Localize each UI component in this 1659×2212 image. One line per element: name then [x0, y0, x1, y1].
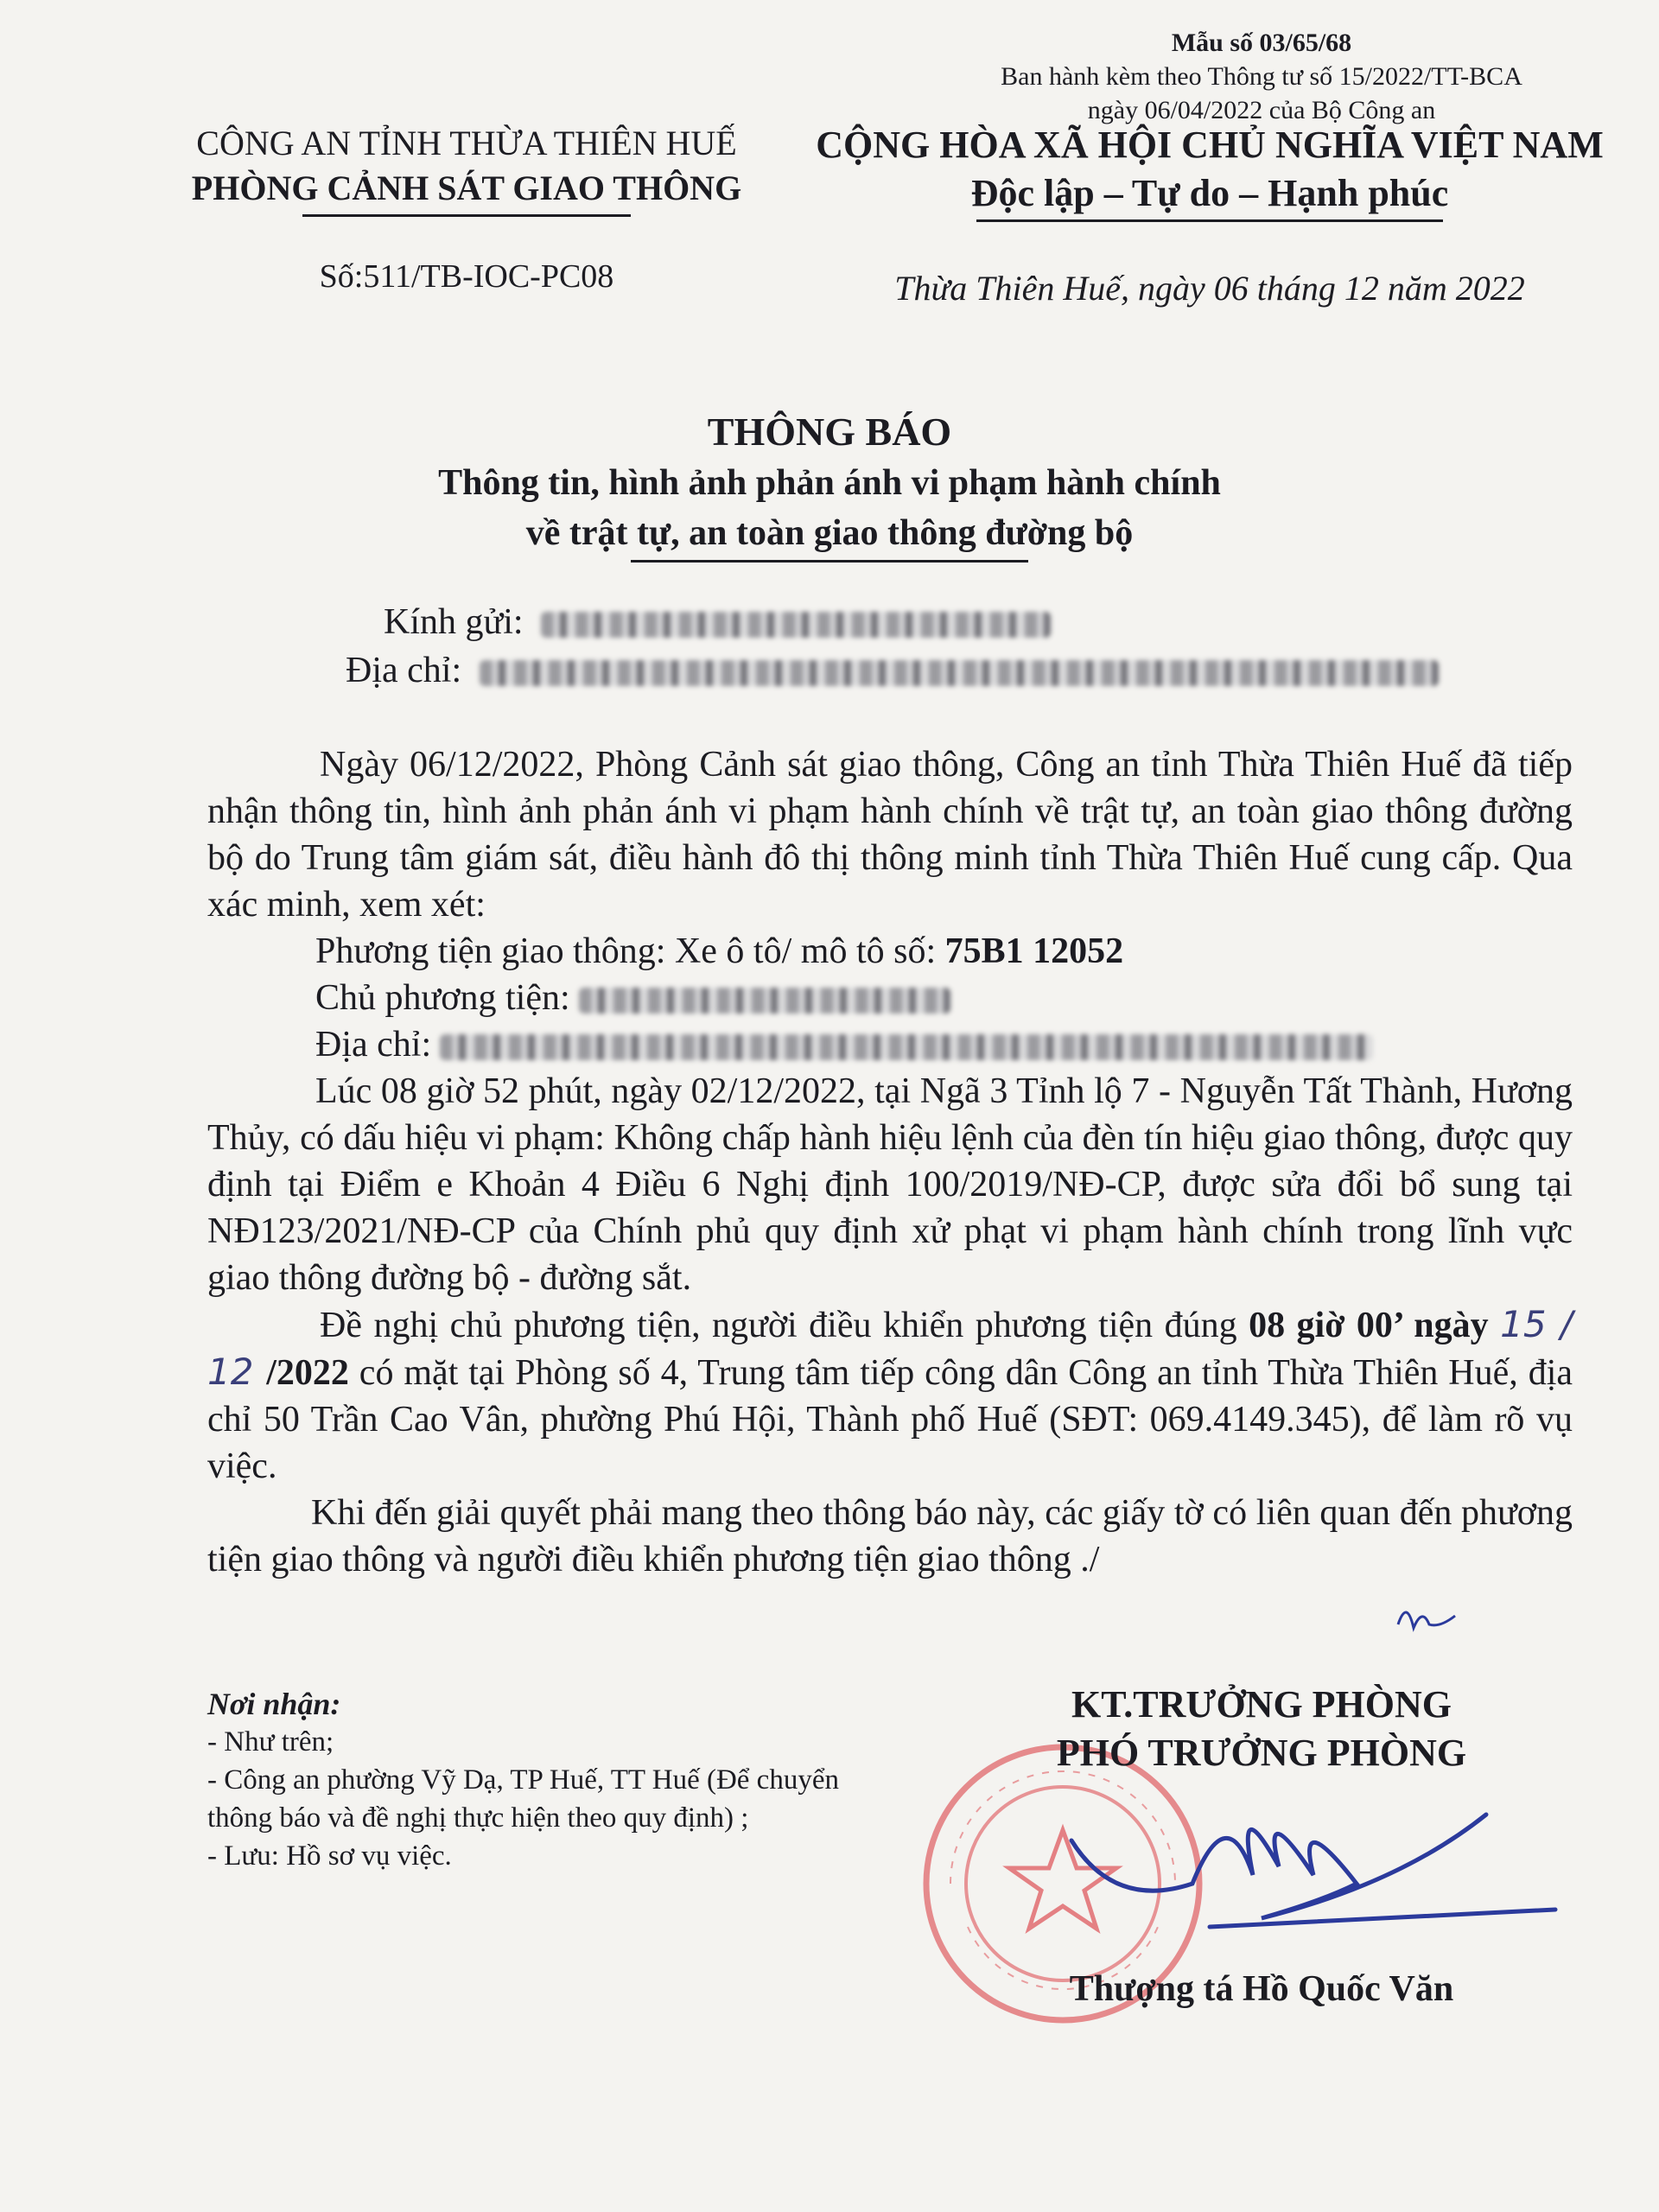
title-main: THÔNG BÁO [707, 410, 952, 454]
national-header [795, 121, 1624, 222]
recipient-block [346, 598, 1439, 695]
agency-parent: CÔNG AN TỈNH THỪA THIÊN HUẾ [196, 124, 737, 162]
redacted-recipient-address [480, 660, 1439, 686]
signer-role-1: KT.TRƯỞNG PHÒNG [1071, 1683, 1452, 1726]
recipient-item: - Như trên; [207, 1726, 334, 1758]
body-paragraph-4: Khi đến giải quyết phải mang theo thông báo này, các giấy tờ có liên quan đến phương tiện giao thông và người điều khiển phương tiện giao thông ./ [207, 1493, 1573, 1580]
vehicle-plate: 75B1 12052 [944, 931, 1124, 971]
recipients-heading: Nơi nhận: [207, 1687, 341, 1721]
recipient-address-label: Địa chỉ: [346, 651, 462, 690]
owner-label: Chủ phương tiện: [315, 978, 570, 1018]
national-motto: Độc lập – Tự do – Hạnh phúc [970, 172, 1449, 214]
document-body [207, 741, 1573, 1583]
form-note [925, 26, 1599, 127]
recipients-list [207, 1685, 864, 1875]
signer-name: Thượng tá Hồ Quốc Văn [1069, 1969, 1454, 2009]
agency-underline [302, 214, 631, 217]
title-sub2: về trật tự, an toàn giao thông đường bộ [525, 513, 1134, 553]
recipient-item: - Công an phường Vỹ Dạ, TP Huế, TT Huế (Để chuyển thông báo và đề nghị thực hiện theo quy định) ; [207, 1764, 839, 1834]
recipient-address-line [346, 646, 1439, 695]
p3-year: /2022 [266, 1353, 349, 1393]
form-issued-with: Ban hành kèm theo Thông tư số 15/2022/TT-BCA [1001, 62, 1522, 91]
p3-rest: có mặt tại Phòng số 4, Trung tâm tiếp công dân Công an tỉnh Thừa Thiên Huế, địa chỉ 50 Trần Cao Vân, phường Phú Hội, Thành phố Huế (SĐT: 069.4149.345), để làm rõ vụ việc. [207, 1353, 1573, 1486]
p3-handwritten-date: 15 / 12 [207, 1303, 1573, 1393]
title-underline [631, 560, 1028, 563]
motto-underline [976, 219, 1443, 222]
signer-role-2: PHÓ TRƯỞNG PHÒNG [1056, 1732, 1467, 1774]
redacted-recipient-name [541, 612, 1051, 638]
vehicle-line [207, 928, 1573, 975]
document-title [0, 406, 1659, 563]
body-paragraph-3 [207, 1301, 1573, 1490]
agency-name: PHÒNG CẢNH SÁT GIAO THÔNG [191, 168, 742, 207]
owner-line [207, 975, 1573, 1021]
p3-start: Đề nghị chủ phương tiện, người điều khiển phương tiện đúng [320, 1306, 1249, 1345]
owner-address-label: Địa chỉ: [315, 1025, 432, 1065]
agency-header [138, 121, 795, 217]
redacted-owner-address [440, 1034, 1373, 1060]
form-number: Mẫu số 03/65/68 [1171, 29, 1352, 57]
nation-name: CỘNG HÒA XÃ HỘI CHỦ NGHĨA VIỆT NAM [816, 124, 1604, 166]
handwritten-mark-icon [1391, 1590, 1460, 1642]
form-issued-date: ngày 06/04/2022 của Bộ Công an [1087, 96, 1436, 124]
signature-block [950, 1681, 1573, 1777]
body-paragraph-1: Ngày 06/12/2022, Phòng Cảnh sát giao thông, Công an tỉnh Thừa Thiên Huế đã tiếp nhận thông tin, hình ảnh phản ánh vi phạm hành chính về trật tự, an toàn giao thông đường bộ do Trung tâm giám sát, điều hành đô thị thông minh tỉnh Thừa Thiên Huế cung cấp. Qua xác minh, xem xét: [207, 745, 1573, 925]
recipient-item: - Lưu: Hồ sơ vụ việc. [207, 1840, 452, 1872]
recipient-label: Kính gửi: [384, 602, 524, 642]
body-paragraph-2: Lúc 08 giờ 52 phút, ngày 02/12/2022, tại Ngã 3 Tỉnh lộ 7 - Nguyễn Tất Thành, Hương Thủy, có dấu hiệu vi phạm: Không chấp hành hiệu lệnh của đèn tín hiệu giao thông, được quy định tại Điểm e Khoản 4 Điều 6 Nghị định 100/2019/NĐ-CP, được sửa đổi bổ sung tại NĐ123/2021/NĐ-CP của Chính phủ quy định xử phạt vi phạm hành chính trong lĩnh vực giao thông đường bộ - đường sắt. [207, 1071, 1573, 1298]
place-date: Thừa Thiên Huế, ngày 06 tháng 12 năm 2022 [894, 269, 1525, 308]
document-number: Số:511/TB-IOC-PC08 [319, 258, 614, 295]
title-sub1: Thông tin, hình ảnh phản ánh vi phạm hành chính [438, 463, 1221, 503]
vehicle-label: Phương tiện giao thông: Xe ô tô/ mô tô số: [315, 931, 945, 971]
p3-time: 08 giờ 00’ ngày [1249, 1306, 1501, 1345]
recipient-line [346, 598, 1439, 646]
owner-address-line [207, 1021, 1573, 1068]
redacted-owner-name [579, 988, 950, 1014]
